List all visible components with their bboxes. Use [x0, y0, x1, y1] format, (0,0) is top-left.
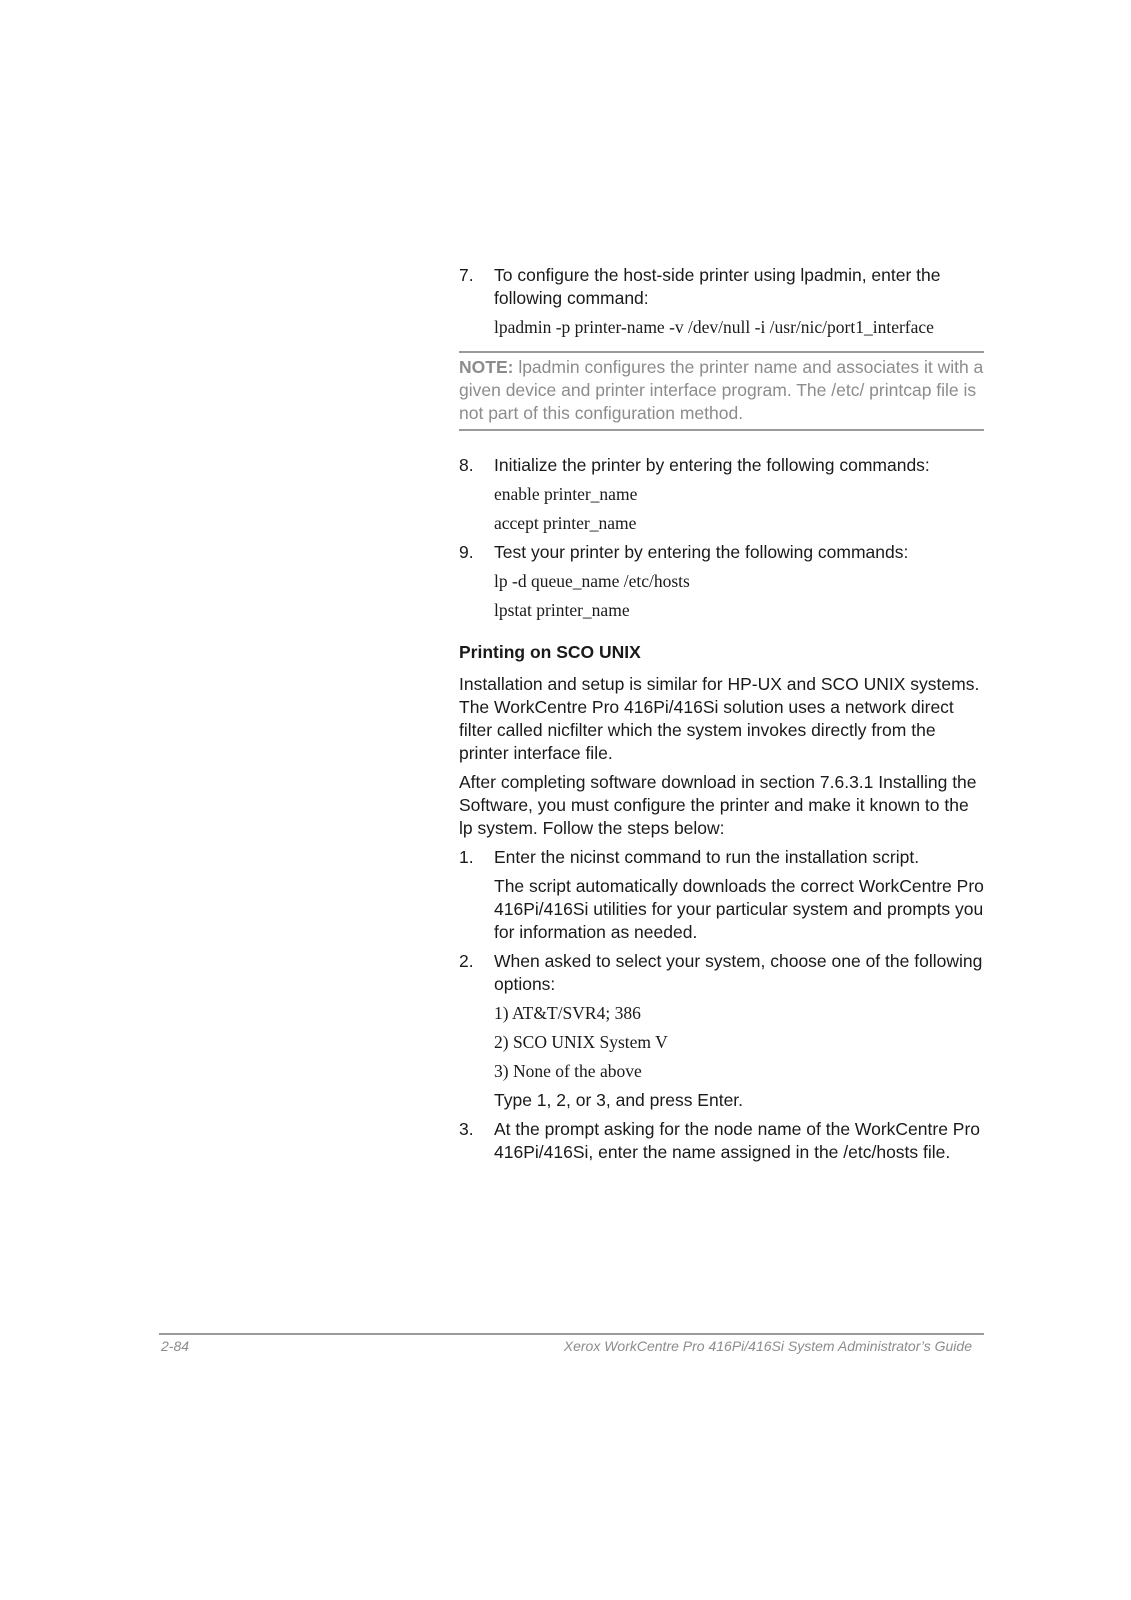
- command-line: enable printer_name: [494, 484, 638, 504]
- option-line: 2) SCO UNIX System V: [494, 1032, 668, 1052]
- step-text: When asked to select your system, choose one of the following options:: [494, 951, 983, 994]
- step-number: 9.: [459, 542, 474, 562]
- footer-divider: [159, 1333, 984, 1335]
- section-heading: Printing on SCO UNIX: [459, 642, 641, 662]
- note-box: [459, 351, 984, 431]
- step-detail: Type 1, 2, or 3, and press Enter.: [494, 1090, 744, 1110]
- sco-step-1: [459, 846, 984, 869]
- step-text: To configure the host-side printer using lpadmin, enter the following command:: [494, 265, 941, 308]
- step-7: [459, 264, 984, 310]
- step-number: 8.: [459, 455, 474, 475]
- command-line: accept printer_name: [494, 513, 637, 533]
- command-line: lp -d queue_name /etc/hosts: [494, 571, 690, 591]
- step-8: [459, 454, 984, 477]
- step-number: 2.: [459, 951, 474, 971]
- note-label: NOTE:: [459, 357, 514, 377]
- step-number: 3.: [459, 1119, 474, 1139]
- paragraph: Installation and setup is similar for HP-UX and SCO UNIX systems. The WorkCentre Pro 416Pi/416Si solution uses a network direct filter called nicfilter which the system invokes directly from the printer interface file.: [459, 674, 980, 763]
- step-text: At the prompt asking for the node name of the WorkCentre Pro 416Pi/416Si, enter the name assigned in the /etc/hosts file.: [494, 1119, 981, 1162]
- option-line: 1) AT&T/SVR4; 386: [494, 1003, 641, 1023]
- step-number: 7.: [459, 265, 474, 285]
- note-text: lpadmin configures the printer name and associates it with a given device and printer interface program. The /etc/ printcap file is not part of this configuration method.: [459, 357, 984, 423]
- step-9: [459, 541, 984, 564]
- page-number: 2-84: [161, 1338, 190, 1354]
- sco-step-2: [459, 950, 984, 996]
- step-text: Initialize the printer by entering the following commands:: [494, 455, 930, 475]
- step-text: Test your printer by entering the following commands:: [494, 542, 909, 562]
- footer-title: Xerox WorkCentre Pro 416Pi/416Si System Administrator’s Guide: [563, 1338, 972, 1354]
- command-line: lpstat printer_name: [494, 600, 630, 620]
- option-line: 3) None of the above: [494, 1061, 642, 1081]
- sco-step-3: [459, 1118, 984, 1164]
- step-text: Enter the nicinst command to run the installation script.: [494, 847, 920, 867]
- step-detail: The script automatically downloads the correct WorkCentre Pro 416Pi/416Si utilities for your particular system and prompts you for information as needed.: [494, 876, 984, 942]
- paragraph: After completing software download in section 7.6.3.1 Installing the Software, you must configure the printer and make it known to the lp system. Follow the steps below:: [459, 772, 977, 838]
- step-number: 1.: [459, 847, 474, 867]
- page-content: [459, 264, 984, 1170]
- command-line: lpadmin -p printer-name -v /dev/null -i /usr/nic/port1_interface: [494, 317, 934, 337]
